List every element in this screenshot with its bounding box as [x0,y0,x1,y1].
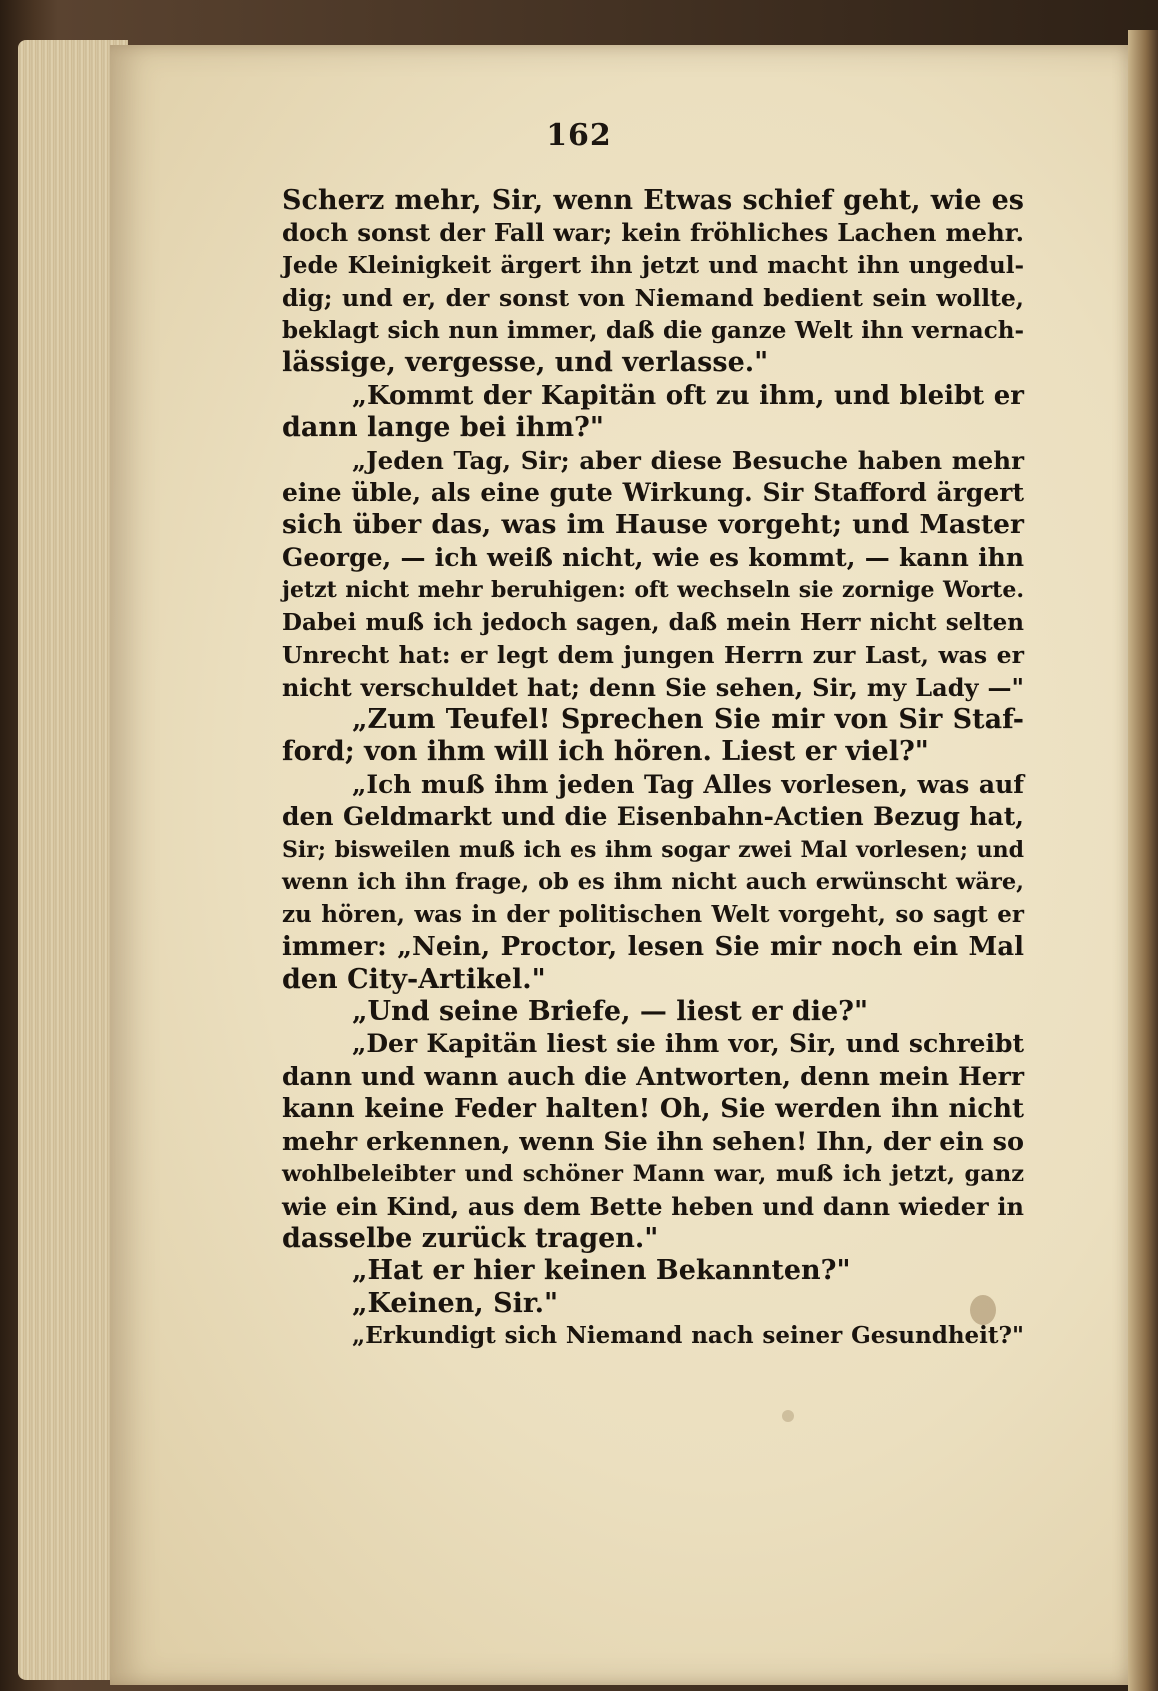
text-line: „Kommt der Kapitän oft zu ihm, und bleibt er [352,380,1024,411]
text-line: Unrecht hat: er legt dem jungen Herrn zur Last, was er [282,641,1024,670]
text-line: dig; und er, der sonst von Niemand bedient sein wollte, [282,284,1024,313]
text-line: eine üble, als eine gute Wirkung. Sir Stafford ärgert [282,477,1024,507]
text-line: Jede Kleinigkeit ärgert ihn jetzt und macht ihn ungedul- [282,251,1024,279]
body-text [282,185,1024,1353]
text-line: „Keinen, Sir." [352,1287,559,1319]
text-line: wie ein Kind, aus dem Bette heben und dann wieder in [282,1191,1024,1221]
text-line: wohlbeleibter und schöner Mann war, muß ich jetzt, ganz [282,1161,1024,1188]
text-line: Dabei muß ich jedoch sagen, daß mein Herr nicht selten [282,608,1024,636]
text-line: „Zum Teufel! Sprechen Sie mir von Sir Staf- [352,704,1024,735]
binding-edge [1128,30,1158,1691]
text-line: wenn ich ihn frage, ob es ihm nicht auch erwünscht wäre, [282,869,1024,896]
text-line: doch sonst der Fall war; kein fröhliches Lachen mehr. [282,218,1024,248]
text-line: lässige, vergesse, und verlasse." [282,347,769,379]
text-line: den Geldmarkt und die Eisenbahn-Actien Bezug hat, [282,802,1024,832]
text-line: „Erkundigt sich Niemand nach seiner Gesundheit?" [352,1322,1024,1350]
text-line: „Und seine Briefe, — liest er die?" [352,995,869,1027]
text-line: immer: „Nein, Proctor, lesen Sie mir noch ein Mal [282,932,1024,963]
text-line: George, — ich weiß nicht, wie es kommt, — kann ihn [282,542,1024,572]
text-line: „Jeden Tag, Sir; aber diese Besuche haben mehr [352,445,1024,475]
text-line: zu hören, was in der politischen Welt vorgeht, so sagt er [282,900,1024,928]
text-line: mehr erkennen, wenn Sie ihn sehen! Ihn, der ein so [282,1126,1024,1157]
text-line: nicht verschuldet hat; denn Sie sehen, Sir, my Lady —" [282,672,1024,702]
text-line: jetzt nicht mehr beruhigen: oft wechseln sie zornige Worte. [282,577,1024,604]
text-line: ford; von ihm will ich hören. Liest er viel?" [282,736,929,768]
text-line: „Der Kapitän liest sie ihm vor, Sir, und schreibt [352,1029,1024,1059]
text-line: Scherz mehr, Sir, wenn Etwas schief geht, wie es [282,185,1024,216]
text-line: den City-Artikel." [282,963,546,995]
stain [782,1410,794,1422]
text-line: sich über das, was im Hause vorgeht; und Master [282,509,1024,541]
text-line: kann keine Feder halten! Oh, Sie werden ihn nicht [282,1094,1024,1125]
text-line: dann lange bei ihm?" [282,412,604,444]
text-line: Sir; bisweilen muß ich es ihm sogar zwei Mal vorlesen; und [282,836,1024,863]
text-line: „Hat er hier keinen Bekannten?" [352,1255,851,1287]
text-line: beklagt sich nun immer, daß die ganze Welt ihn vernach- [282,316,1024,344]
text-line: dann und wann auch die Antworten, denn mein Herr [282,1061,1024,1091]
text-line: dasselbe zurück tragen." [282,1223,659,1254]
text-line: „Ich muß ihm jeden Tag Alles vorlesen, was auf [352,769,1024,799]
page-number: 162 [546,118,612,153]
